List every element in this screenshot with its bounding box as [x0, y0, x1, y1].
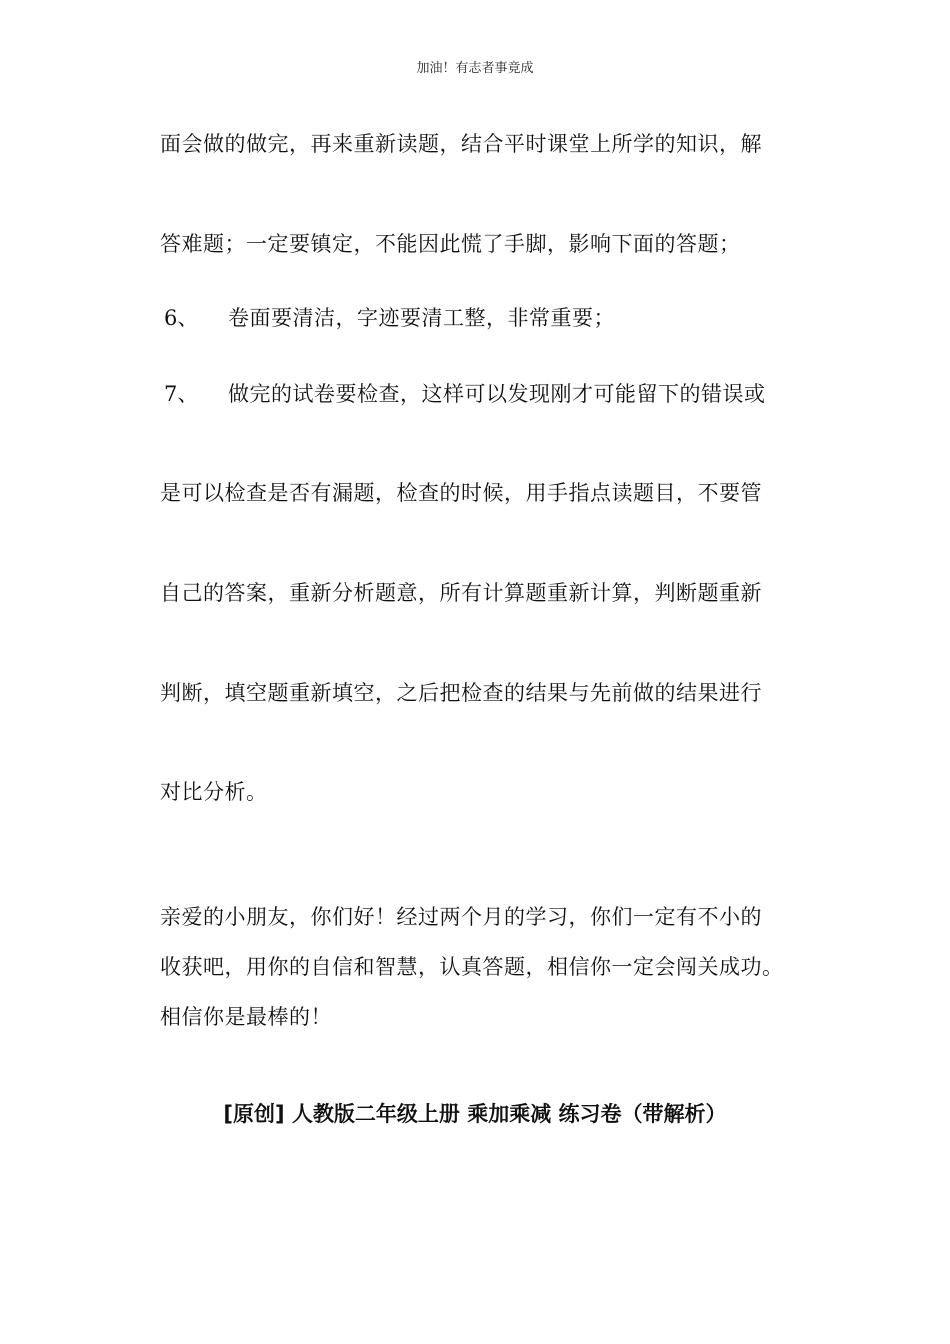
paragraph-line: 判断，填空题重新填空，之后把检查的结果与先前做的结果进行 — [160, 681, 762, 705]
page-header: 加油！有志者事竟成 — [416, 61, 534, 76]
greeting-line: 相信你是最棒的！ — [160, 1005, 332, 1029]
document-title: [原创] 人教版二年级上册 乘加乘减 练习卷（带解析） — [223, 1102, 727, 1126]
list-number-6: 6、 — [164, 306, 199, 330]
paragraph-line: 是可以检查是否有漏题，检查的时候，用手指点读题目，不要管 — [160, 481, 762, 505]
paragraph-line: 自己的答案，重新分析题意，所有计算题重新计算，判断题重新 — [160, 581, 762, 605]
greeting-line: 收获吧，用你的自信和智慧，认真答题，相信你一定会闯关成功。 — [160, 955, 784, 979]
list-item-6-text: 卷面要清洁，字迹要清工整，非常重要； — [228, 306, 615, 330]
paragraph-line: 面会做的做完，再来重新读题，结合平时课堂上所学的知识，解 — [160, 132, 762, 156]
list-item-7-text: 做完的试卷要检查，这样可以发现刚才可能留下的错误或 — [228, 382, 766, 406]
paragraph-line: 对比分析。 — [160, 780, 268, 804]
greeting-line: 亲爱的小朋友，你们好！经过两个月的学习，你们一定有不小的 — [160, 905, 762, 929]
list-number-7: 7、 — [164, 382, 199, 406]
paragraph-line: 答难题；一定要镇定，不能因此慌了手脚，影响下面的答题； — [160, 232, 741, 256]
